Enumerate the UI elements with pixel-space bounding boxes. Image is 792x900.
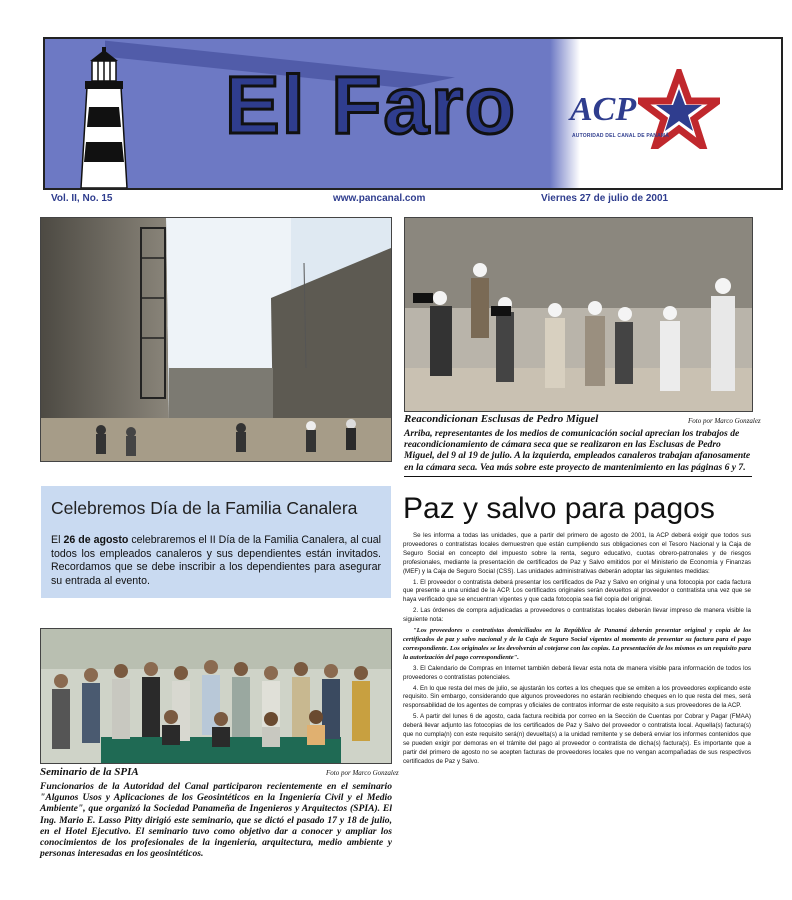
issue-volume: Vol. II, No. 15 [51, 193, 113, 204]
article-quote: "Los proveedores o contratistas domiciliados en la República de Panamá deberán presentar original y copia de los certificados de paz y salvo nacional y de la Caja de Seguro Social vigentes al momento de presentar su factura para el pago correspondiente. Los originales se les devolverán al cotejarse con las copias. La presentación de los mismos es un requisito para la autorización del pago correspondiente". [403, 627, 751, 661]
article-body [403, 532, 751, 769]
family-day-text-pre: El [51, 534, 64, 546]
media-caption-title: Reacondicionan Esclusas de Pedro Miguel [404, 413, 599, 425]
seminar-caption-title: Seminario de la SPIA [40, 766, 139, 778]
photo-media-visit [404, 217, 753, 412]
acp-logo-subtitle: AUTORIDAD DEL CANAL DE PANAMÁ [572, 133, 670, 139]
family-day-text [51, 534, 381, 588]
article-paragraph: 3. El Calendario de Compras en Internet también deberá llevar esta nota de manera visible para información de todos los proveedores o contratistas potenciales. [403, 664, 751, 681]
article-headline: Paz y salvo para pagos [403, 492, 715, 525]
divider [404, 476, 752, 477]
seminar-group-image [41, 629, 391, 763]
article-paragraph: 4. En lo que resta del mes de julio, se ajustarán los cortes a los cheques que se emiten a los proveedores explicando este requisito. Sin embargo, considerando que algunos proveedores no estarán recibiendo cheques en lo que resta del mes, será responsabilidad de los agentes de compras y oficiales de contratos informar de este requisito a sus proveedores de la ACP. [403, 684, 751, 710]
photo-seminar-group [40, 628, 392, 764]
media-photo-credit: Foto por Marco Gonzalez [688, 417, 761, 425]
article-paragraph: 1. El proveedor o contratista deberá presentar los certificados de Paz y Salvo en original y una fotocopia por cada factura que presente a una unidad de la ACP. Los certificados originales serán devueltos al proveedor o contratista una vez que se haya verificado que se encuentran vigentes y que cada fotocopia sea fiel copia del original. [403, 578, 751, 604]
lighthouse-icon [65, 47, 143, 188]
article-paragraph: 2. Las órdenes de compra adjudicadas a proveedores o contratistas locales deberán llevar impreso de manera visible la siguiente nota: [403, 607, 751, 624]
newspaper-title: El Faro [225, 60, 517, 151]
media-visit-image [405, 218, 752, 411]
article-paragraph: 5. A partir del lunes 6 de agosto, cada factura recibida por correo en la Sección de Cuentas por Cobrar y Pagar (FMAA) deberá llevar adjunto las fotocopias de los certificados de Paz y Salvo del proveedor o contratista local. Aquella(s) factura(s) que no cumpla(n) con este requisito será(n) devuelta(s) a la unidad remitente y se deberá enviar los informes contenidos que se pueden exigir por demoras en el trámite del pago al proveedor o contratista de dicha(s) factura(s). Es importante que a partir del primero de agosto no se acepten facturas de proveedores locales que no vengan acompañadas de sus respectivos certificados de Paz y Salvo. [403, 713, 751, 765]
issue-date: Viernes 27 de julio de 2001 [541, 193, 669, 204]
family-day-heading: Celebremos Día de la Familia Canalera [51, 498, 358, 518]
locks-chamber-image [41, 218, 391, 461]
issue-website[interactable]: www.pancanal.com [333, 193, 426, 204]
seminar-caption: Funcionarios de la Autoridad del Canal participaron recientemente en el seminario "Algunos Usos y Aplicaciones de los Geosintéticos en la Ingeniería Civil y el Medio Ambiente", que organizó la Sociedad Panameña de Ingenieros y Arquitectos (SPIA). El Ing. Mario E. Lasso Pitty dirigió este seminario, que se dictó el pasado 17 y 18 de julio, en el Hotel Ejecutivo. El seminario tuvo como objetivo dar a conocer y ampliar los conocimientos de los profesionales de la ingeniería, arquitectura, medio ambiente y personas interesadas en los geosintéticos. [40, 781, 392, 860]
family-day-box [41, 486, 391, 598]
family-day-text-post: celebraremos el II Día de la Familia Canalera, al cual todos los empleados canaleros y sus dependientes están invitados. Recordamos que se debe inscribir a los dependientes para asegurar su entrada al evento. [51, 534, 381, 587]
acp-logo [570, 69, 720, 169]
masthead [43, 37, 783, 190]
article-paragraph: Se les informa a todas las unidades, que a partir del primero de agosto de 2001, la ACP deberá exigir que todos sus proveedores o contratistas locales demuestren que están cumpliendo sus obligaciones con el Tesoro Nacional y la Caja de Seguro Social en concepto del impuesto sobre la renta, seguro educativo, cuotas obrero-patronales y de riesgos profesionales, mediante la presentación de certificados de Paz y Salvo emitidos por el Ministerio de Economía y Finanzas (MEF) y la Caja de Seguro Social (CSS). Las unidades administrativas deberán adoptar las siguientes medidas: [403, 532, 751, 575]
photo-locks-chamber [40, 217, 392, 462]
family-day-date: 26 de agosto [63, 534, 129, 546]
media-caption: Arriba, representantes de los medios de comunicación social aprecian los trabajos de reacondicionamiento de cámara seca que se realizaron en las Esclusas de Pedro Miguel, del 9 al 19 de julio. A la izquierda, empleados canaleros trabajan afanosamente en la cámara seca. Vea más sobre este proyecto de mantenimiento en las páginas 6 y 7. [404, 428, 751, 473]
seminar-photo-credit: Foto por Marco Gonzalez [326, 769, 399, 777]
acp-logo-text: ACP [570, 91, 637, 128]
